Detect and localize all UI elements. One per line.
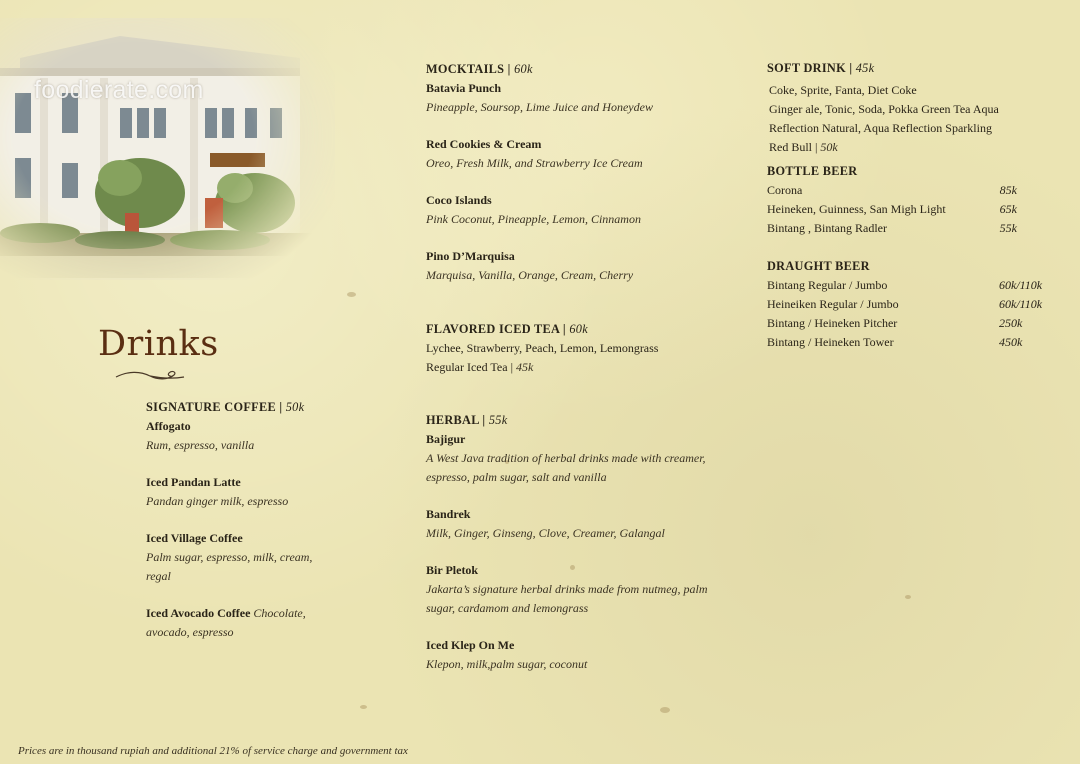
- section-heading: FLAVORED ICED TEA | 60k: [426, 322, 588, 336]
- menu-item-desc: Marquisa, Vanilla, Orange, Cream, Cherry: [426, 268, 634, 282]
- menu-item-name: Red Cookies & Cream: [426, 137, 542, 151]
- watermark: foodierate.com: [34, 76, 204, 104]
- building-illustration: [0, 18, 335, 280]
- section-heading: SIGNATURE COFFEE | 50k: [146, 400, 305, 414]
- paper-speck: [347, 292, 356, 297]
- soft-drink-line: Ginger ale, Tonic, Soda, Pokka Green Tea Aqua: [769, 102, 999, 116]
- menu-item-name: Bajigur: [426, 432, 466, 446]
- menu-item-name: Bir Pletok: [426, 563, 479, 577]
- section-heading: SOFT DRINK | 45k: [767, 61, 875, 75]
- menu-item-name: Batavia Punch: [426, 81, 502, 95]
- beer-row: Corona 85k: [767, 183, 1017, 197]
- soft-drink-line: Coke, Sprite, Fanta, Diet Coke: [769, 83, 917, 97]
- red-bull: Red Bull | 50k: [769, 140, 838, 154]
- menu-item-name: Iced Klep On Me: [426, 638, 515, 652]
- menu-item-desc: Milk, Ginger, Ginseng, Clove, Creamer, Galangal: [426, 526, 665, 540]
- page-title: Drinks: [98, 324, 219, 364]
- right-column: [767, 59, 1047, 352]
- signature-coffee-section: [146, 398, 326, 642]
- menu-item-desc: Jakarta’s signature herbal drinks made from nutmeg, palm sugar, cardamom and lemongrass: [426, 582, 708, 615]
- flourish-ornament: [114, 367, 186, 385]
- menu-item-name: Iced Pandan Latte: [146, 475, 241, 489]
- beer-row: Heineiken Regular / Jumbo 60k/110k: [767, 297, 1043, 311]
- iced-tea-flavors: Lychee, Strawberry, Peach, Lemon, Lemongrass: [426, 341, 659, 355]
- menu-item-name: Affogato: [146, 419, 191, 433]
- menu-item-name: Pino D’Marquisa: [426, 249, 515, 263]
- section-heading: MOCKTAILS | 60k: [426, 62, 533, 76]
- paper-speck: [905, 595, 911, 599]
- paper-speck: [360, 705, 367, 709]
- menu-item-desc: Pink Coconut, Pineapple, Lemon, Cinnamon: [426, 212, 641, 226]
- beer-row: Heineken, Guinness, San Migh Light 65k: [767, 202, 1017, 216]
- menu-item-desc: Oreo, Fresh Milk, and Strawberry Ice Cream: [426, 156, 643, 170]
- regular-iced-tea: Regular Iced Tea | 45k: [426, 360, 534, 374]
- section-heading: DRAUGHT BEER: [767, 259, 870, 273]
- middle-column: [426, 60, 726, 674]
- menu-item-name: Iced Village Coffee: [146, 531, 243, 545]
- footer-note: Prices are in thousand rupiah and additional 21% of service charge and government tax: [18, 745, 408, 757]
- menu-item-desc: Pandan ginger milk, espresso: [146, 494, 289, 508]
- section-heading: HERBAL | 55k: [426, 413, 508, 427]
- beer-row: Bintang / Heineken Tower 450k: [767, 335, 1023, 349]
- menu-item-desc: A West Java tradition of herbal drinks made with creamer, espresso, palm sugar, salt and vanilla: [426, 451, 706, 484]
- beer-row: Bintang / Heineken Pitcher 250k: [767, 316, 1023, 330]
- menu-item-name: Iced Avocado Coffee: [146, 606, 251, 620]
- menu-item-name: Bandrek: [426, 507, 471, 521]
- section-heading: BOTTLE BEER: [767, 164, 858, 178]
- menu-item-desc: Pineapple, Soursop, Lime Juice and Honeydew: [426, 100, 653, 114]
- beer-row: Bintang Regular / Jumbo 60k/110k: [767, 278, 1043, 292]
- menu-item-desc: Klepon, milk,palm sugar, coconut: [426, 657, 588, 671]
- paper-speck: [660, 707, 670, 713]
- menu-item: [146, 604, 326, 642]
- menu-item-desc: Palm sugar, espresso, milk, cream, regal: [146, 550, 313, 583]
- menu-item-name: Coco Islands: [426, 193, 492, 207]
- menu-item-desc: Rum, espresso, vanilla: [146, 438, 255, 452]
- soft-drink-line: Reflection Natural, Aqua Reflection Sparkling: [769, 121, 992, 135]
- beer-row: Bintang , Bintang Radler 55k: [767, 221, 1017, 235]
- menu-item-desc: Chocolate, avocado, espresso: [146, 606, 306, 639]
